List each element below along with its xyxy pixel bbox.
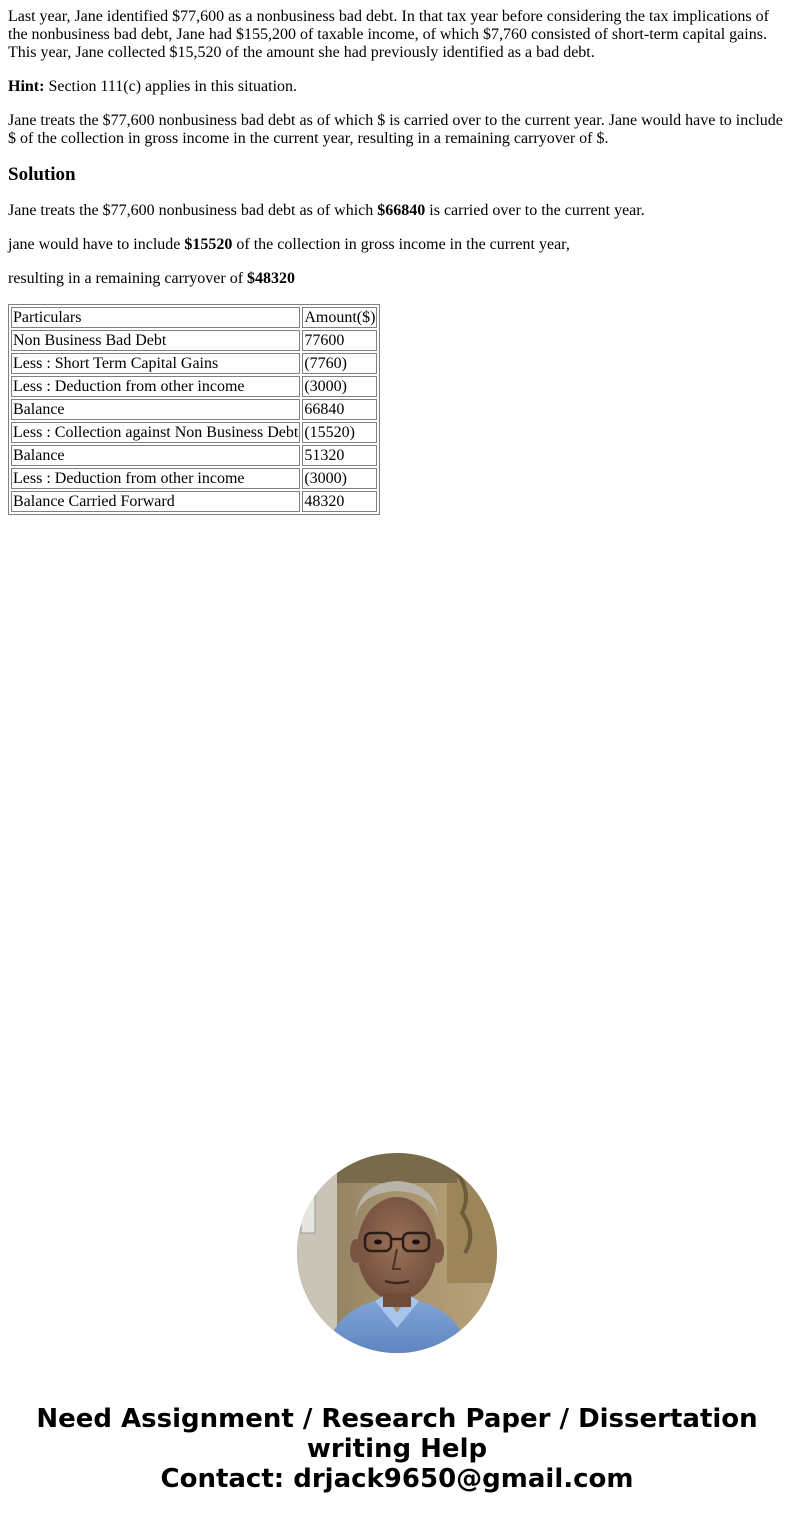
solution-line-1: [8, 202, 786, 220]
blank-statement: Jane treats the $77,600 nonbusiness bad debt as of which $ is carried over to the current year. Jane would have to include $ of the collection in gross income in the current year, resulting in a remaining carryover of $.: [8, 112, 783, 147]
solution-heading: Solution: [8, 164, 76, 185]
amount-cell: (3000): [302, 376, 377, 397]
hint-text: Section 111(c) applies in this situation.: [44, 78, 298, 95]
calculation-table-body: [11, 307, 377, 512]
solution-line-2-suffix: of the collection in gross income in the current year,: [232, 236, 570, 253]
table-header-cell: Amount($): [304, 309, 376, 326]
amount-cell: 48320: [302, 491, 377, 512]
hint-paragraph: [8, 78, 786, 96]
table-row: [11, 468, 377, 489]
carryover-value: $66840: [377, 202, 426, 219]
remaining-carryover-value: $48320: [247, 270, 296, 287]
table-row: [11, 376, 377, 397]
solution-line-1-suffix: is carried over to the current year.: [425, 202, 645, 219]
table-header-cell: Particulars: [11, 307, 300, 328]
footer-line-1: Need Assignment / Research Paper / Dissertation: [36, 1404, 758, 1434]
solution-line-2: [8, 236, 786, 254]
particulars-cell: Non Business Bad Debt: [11, 330, 300, 351]
calculation-table: [8, 304, 380, 515]
document-body: [8, 8, 786, 515]
footer-contact: Contact: drjack9650@gmail.com: [160, 1464, 634, 1494]
table-row: [11, 422, 377, 443]
solution-line-3-prefix: resulting in a remaining carryover of: [8, 270, 248, 287]
particulars-cell: Balance: [11, 445, 300, 466]
table-row: [11, 491, 377, 512]
table-row: [11, 399, 377, 420]
footer-banner: [0, 1404, 794, 1494]
table-row: [11, 353, 377, 374]
amount-cell: 77600: [302, 330, 377, 351]
particulars-cell: Less : Deduction from other income: [11, 376, 300, 397]
solution-line-2-prefix: jane would have to include: [8, 236, 185, 253]
particulars-cell: Balance Carried Forward: [11, 491, 300, 512]
amount-cell: 66840: [302, 399, 377, 420]
particulars-cell: Less : Deduction from other income: [11, 468, 300, 489]
solution-line-3: [8, 270, 786, 288]
table-row: [11, 445, 377, 466]
author-portrait-image: [297, 1153, 497, 1353]
particulars-cell: Less : Short Term Capital Gains: [11, 353, 300, 374]
author-photo: [297, 1153, 497, 1353]
question-text: Last year, Jane identified $77,600 as a nonbusiness bad debt. In that tax year before considering the tax implications of the nonbusiness bad debt, Jane had $155,200 of taxable income, of which $7,760 consisted of short-term capital gains. This year, Jane collected $15,520 of the amount she had previously identified as a bad debt.: [8, 8, 769, 61]
table-row: [11, 330, 377, 351]
table-header-row: [11, 307, 377, 328]
amount-cell: (7760): [302, 353, 377, 374]
hint-label: Hint:: [8, 78, 45, 95]
solution-line-1-prefix: Jane treats the $77,600 nonbusiness bad debt as of which: [8, 202, 378, 219]
amount-cell: (3000): [302, 468, 377, 489]
particulars-cell: Less : Collection against Non Business Debt: [13, 424, 299, 441]
amount-cell: 51320: [302, 445, 377, 466]
particulars-cell: Balance: [11, 399, 300, 420]
amount-cell: (15520): [302, 422, 377, 443]
footer-line-2: writing Help: [306, 1434, 488, 1464]
gross-income-value: $15520: [184, 236, 233, 253]
